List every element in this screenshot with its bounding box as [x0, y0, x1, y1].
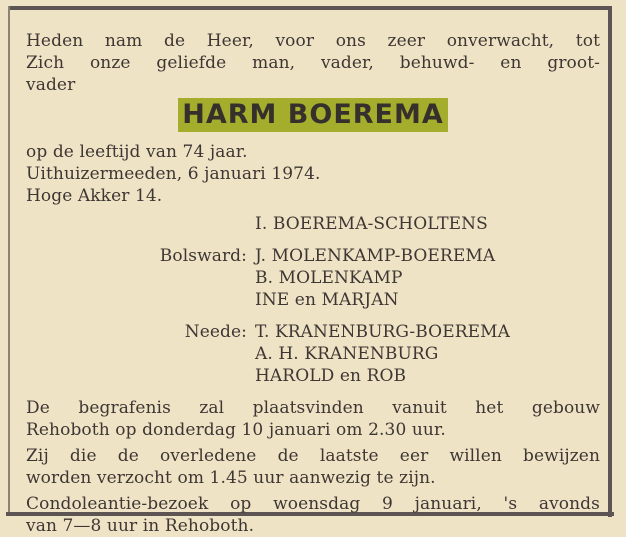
- signer-names: [255, 245, 600, 311]
- death-notice: [26, 30, 600, 537]
- intro-line: vader: [26, 75, 76, 95]
- signer-name: B. MOLENKAMP: [255, 268, 403, 288]
- last-respects-line: worden verzocht om 1.45 uur aanwezig te zijn.: [26, 468, 436, 488]
- signers-list: [26, 213, 600, 387]
- funeral-line: De begrafenis zal plaatsvinden vanuit het gebouw: [26, 398, 600, 418]
- detail-line: Uithuizermeeden, 6 januari 1974.: [26, 164, 321, 184]
- last-respects-info: [26, 445, 600, 489]
- signer-group: [26, 245, 600, 311]
- signer-group: [26, 213, 600, 235]
- condolence-line: van 7—8 uur in Rehoboth.: [26, 516, 255, 536]
- deceased-details: [26, 141, 600, 207]
- signer-place: Bolsward:: [159, 246, 247, 266]
- funeral-line: Rehoboth op donderdag 10 januari om 2.30 uur.: [26, 420, 446, 440]
- signer-name: I. BOEREMA-SCHOLTENS: [255, 214, 488, 234]
- signer-name: A. H. KRANENBURG: [255, 344, 439, 364]
- detail-line: Hoge Akker 14.: [26, 186, 163, 206]
- signer-name: INE en MARJAN: [255, 290, 399, 310]
- signer-names: [255, 213, 600, 235]
- intro-text: [26, 30, 600, 96]
- signer-names: [255, 321, 600, 387]
- signer-name: T. KRANENBURG-BOEREMA: [255, 322, 510, 342]
- intro-line: Heden nam de Heer, voor ons zeer onverwacht, tot: [26, 31, 600, 51]
- funeral-info: [26, 397, 600, 441]
- signer-group: [26, 321, 600, 387]
- signer-place: Neede:: [184, 322, 247, 342]
- deceased-name-block: [26, 98, 600, 138]
- condolence-info: [26, 493, 600, 537]
- detail-line: op de leeftijd van 74 jaar.: [26, 142, 248, 162]
- signer-place: [26, 213, 255, 235]
- last-respects-line: Zij die de overledene de laatste eer willen bewijzen: [26, 446, 600, 466]
- signer-name: HAROLD en ROB: [255, 366, 407, 386]
- intro-line: Zich onze geliefde man, vader, behuwd- en groot-: [26, 53, 600, 73]
- deceased-name: HARM BOEREMA: [178, 98, 448, 132]
- notice-frame-left-edge: [8, 6, 10, 514]
- condolence-line: Condoleantie-bezoek op woensdag 9 januari, 's avonds: [26, 494, 600, 514]
- signer-name: J. MOLENKAMP-BOEREMA: [255, 246, 496, 266]
